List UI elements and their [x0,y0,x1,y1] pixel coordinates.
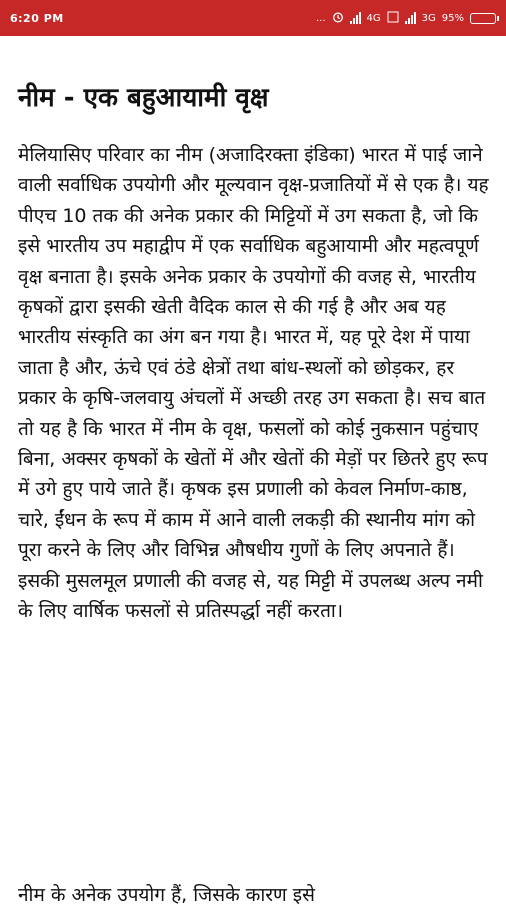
article-content [18,80,490,627]
status-time: 6:20 PM [10,11,64,25]
network-type-2: 3G [421,12,436,24]
status-icons [316,11,496,26]
battery-percent: 95% [441,12,464,24]
article-paragraph-next: नीम के अनेक उपयोग हैं, जिसके कारण इसे [18,884,315,906]
article-title: नीम - एक बहुआयामी वृक्ष [18,83,269,113]
volte-icon [387,11,399,26]
alarm-icon [332,11,344,26]
signal-icon-2 [405,12,416,24]
status-bar [0,0,506,36]
article-paragraph: मेलियासिए परिवार का नीम (अजादिरक्ता इंडिका) भारत में पाई जाने वाली सर्वाधिक उपयोगी और मूल्यवान वृक्ष-प्रजातियों में से एक है। यह पीएच 10 तक की अनेक प्रकार की मिट्टियों में उग सकता है, जो कि इसे भारतीय उप महाद्वीप में एक सर्वाधिक बहुआयामी और महत्वपूर्ण वृक्ष बनाता है। इसके अनेक प्रकार के उपयोगों की वजह से, भारतीय कृषकों द्वारा इसकी खेती वैदिक काल से की गई है और अब यह भारतीय संस्कृति का अंग बन गया है। भारत में, यह पूरे देश में पाया जाता है और, ऊंचे एवं ठंडे क्षेत्रों तथा बांध-स्थलों को छोड़कर, हर प्रकार के कृषि-जलवायु अंचलों में अच्छी तरह उग सकता है। सच बात तो यह है कि भारत में नीम के वृक्ष, फसलों को कोई नुकसान पहुंचाए बिना, अक्सर कृषकों के खेतों में और खेतों की मेड़ों पर छितरे हुए रूप में उगे हुए पाये जाते हैं। कृषक इस प्रणाली को केवल निर्माण-काष्ठ, चारे, ईंधन के रूप में काम में आने वाली लकड़ी की स्थानीय मांग को पूरा करने के लिए और विभिन्न औषधीय गुणों के लिए अपनाते हैं। इसकी मुसलमूल प्रणाली की वजह से, यह मिट्टी में उपलब्ध अल्प नमी के लिए वार्षिक फसलों से प्रतिस्पर्द्धा नहीं करता। [18,144,489,623]
network-type-1: 4G [366,12,381,24]
battery-icon [470,13,496,24]
signal-icon-1 [350,12,361,24]
more-notifications-icon: ... [315,12,326,24]
